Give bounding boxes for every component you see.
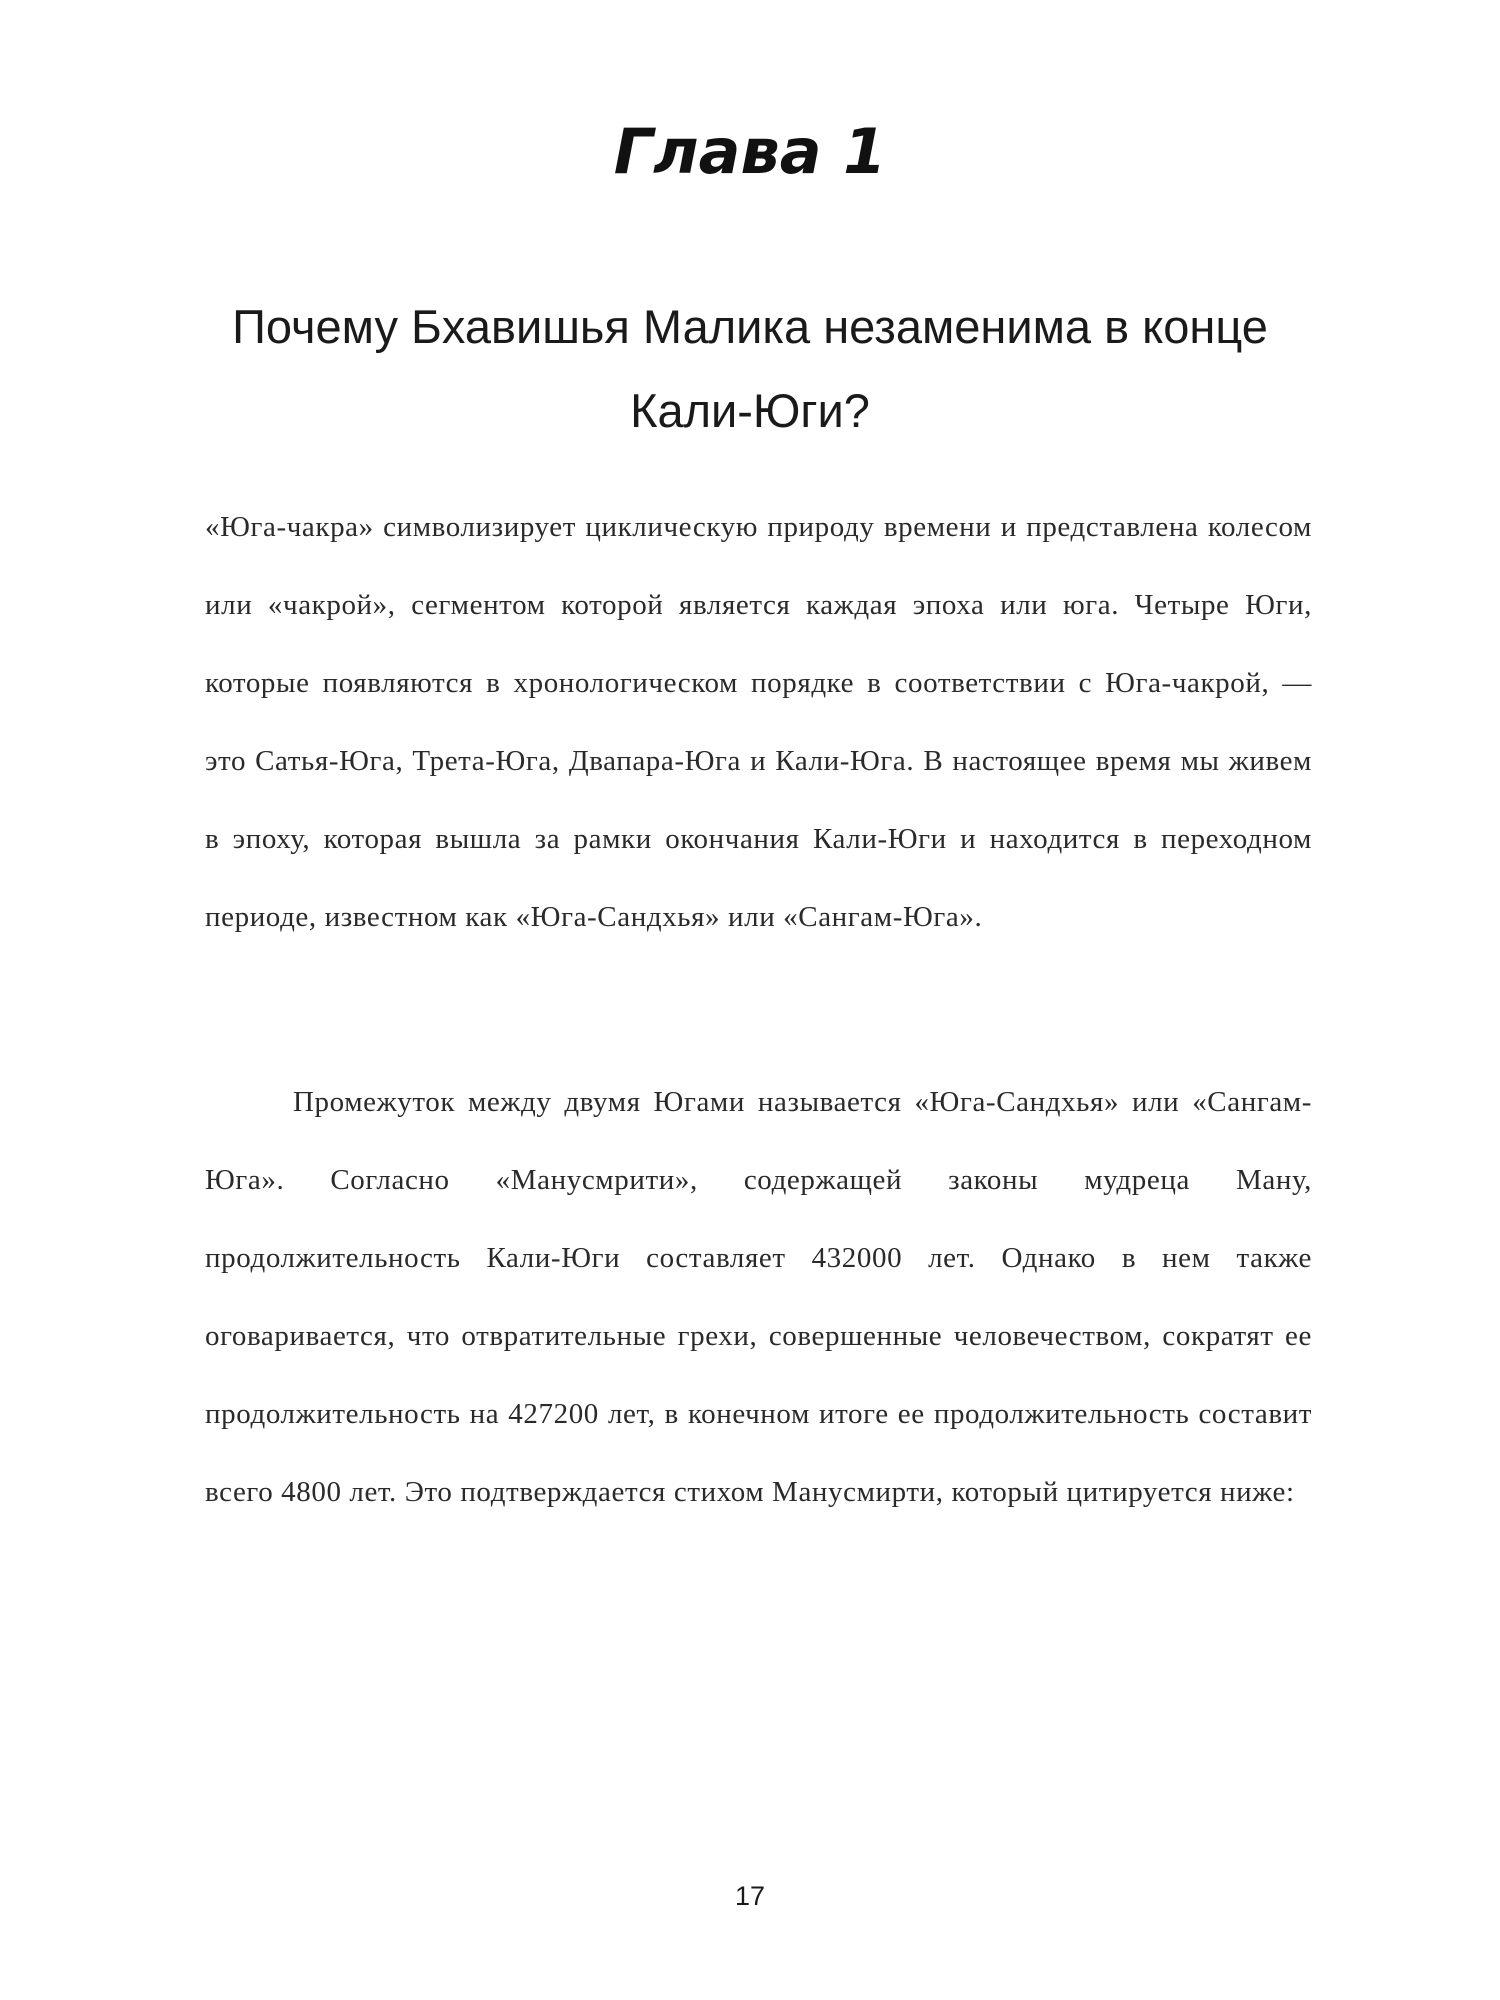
paragraph-2: Промежуток между двумя Югами называется «Юга-Сандхья» или «Сангам-Юга». Согласно «Манусмрити», содержащей законы мудреца Ману, продолжительность Кали-Юги составляет 432000 лет. Однако в нем также оговаривается, что отвратительные грехи, совершенные человечеством, сократят ее продолжительность на 427200 лет, в конечном итоге ее продолжительность составит всего 4800 лет. Это подтверждается стихом Манусмирти, который цитируется ниже: xyxy=(205,1086,1312,1508)
chapter-heading: Глава 1 xyxy=(613,115,887,188)
chapter-subtitle: Почему Бхавишья Малика незаменима в конце Кали-Юги? xyxy=(232,300,1268,437)
page-number: 17 xyxy=(734,1881,766,1911)
paragraph-1: «Юга-чакра» символизирует циклическую природу времени и представлена колесом или «чакрой», сегментом которой является каждая эпоха или юга. Четыре Юги, которые появляются в хронологическом порядке в соответствии с Юга-чакрой, — это Сатья-Юга, Трета-Юга, Двапара-Юга и Кали-Юга. В настоящее время мы живем в эпоху, которая вышла за рамки окончания Кали-Юги и находится в переходном периоде, известном как «Юга-Сандхья» или «Сангам-Юга». xyxy=(205,511,1312,933)
